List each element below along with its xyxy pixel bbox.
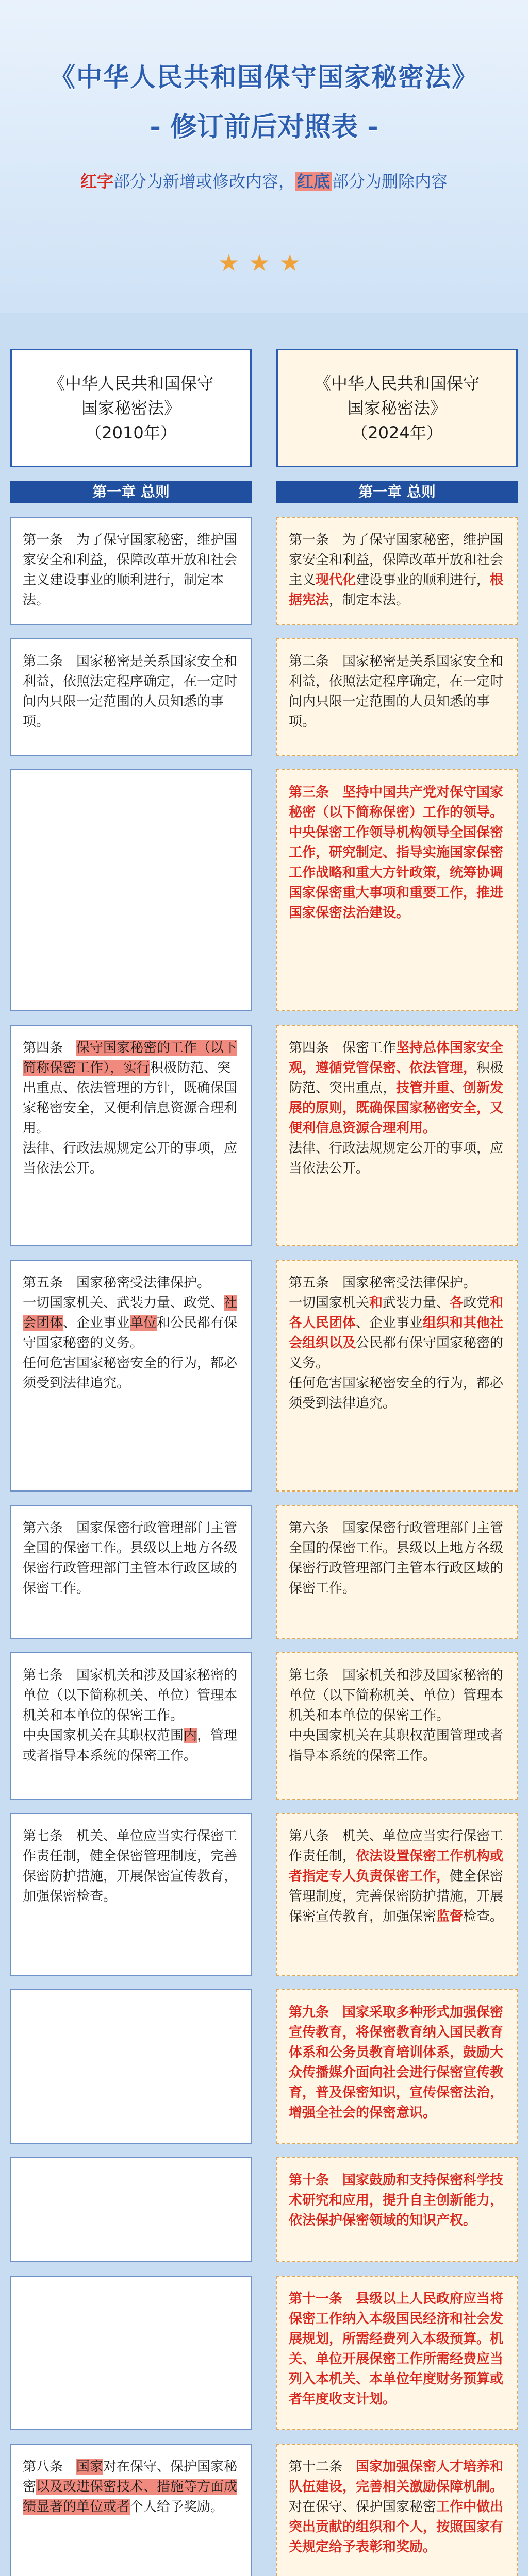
article-10-empty [10,2157,252,2262]
text: 任何危害国家秘密安全的行为，都必须受到法律追究。 [289,1376,504,1411]
comparison-table [0,313,528,2576]
text: 法律、行政法规规定公开的事项，应当依法公开。 [23,1141,238,1176]
header-line: 国家秘密法》 [81,398,180,418]
text: 第五条 国家秘密受法律保护。 [289,1275,477,1291]
deleted-text: 保守国家秘密的工作（以下简称保密工作），实行 [23,1040,238,1076]
text: 第四条 保密工作 [289,1040,397,1056]
header-line: 《中华人民共和国保守 [48,374,213,393]
text: 中央国家机关在其职权范围 [23,1728,184,1743]
article-1 [276,517,518,625]
inserted-text: 技管并重、创新发展的原则，既确保国家秘密安全，又便利信息资源合理利用。 [289,1080,504,1136]
inserted-text: 坚持总体国家安全观，遵循党管保密、依法管理， [289,1040,504,1076]
article-4 [10,1025,252,1246]
legend-red-label: 红字 [80,172,113,191]
article-3-empty [10,769,252,1011]
text: 健全保密管理制度，完善保密防护措施，开展保密宣传教育，加强保密 [289,1869,504,1924]
text: 和公民都有保守国家秘密的义务。 [23,1315,238,1351]
article-9-empty [10,1989,252,2144]
inserted-text: 根据宪法 [289,572,504,608]
article-2: 第二条 国家秘密是关系国家安全和利益，依照法定程序确定，在一定时间内只限一定范围的人员知悉的事项。 [276,638,518,756]
text: 第七条 国家机关和涉及国家秘密的单位（以下简称机关、单位）管理本机关和本单位的保密工作。 [23,1668,238,1723]
legend-redbg-label: 红底 [295,172,332,191]
header-line: 国家秘密法》 [347,398,447,418]
deleted-text: 社会团体 [23,1295,238,1331]
color-legend [21,168,507,192]
text: 检查。 [463,1909,504,1924]
article-8 [276,1813,518,1976]
inserted-text: 各 [450,1295,464,1311]
chapter-1-label: 第一章 总则 [10,481,252,503]
text: 第七条 国家机关和涉及国家秘密的单位（以下简称机关、单位）管理本机关和本单位的保密工作。 [289,1668,504,1723]
text: 第八条 机关、单位应当实行保密工作责任制， [289,1828,504,1864]
text: 对在保守、保护国家秘密 [289,2499,437,2515]
text: 第八条 [23,2459,77,2475]
article-6: 第六条 国家保密行政管理部门主管全国的保密工作。县级以上地方各级保密行政管理部门主管本行政区域的保密工作。 [10,1505,252,1639]
article-7 [276,1652,518,1800]
text: 中央国家机关在其职权范围 [289,1728,450,1743]
deleted-text: 国家 [76,2459,104,2475]
article-4 [276,1025,518,1246]
inserted-text: 监督 [436,1909,464,1924]
text: 一切国家机关 [289,1295,370,1311]
page-subtitle: - 修订前后对照表 - [150,112,378,143]
text: 、企业事业 [356,1315,423,1331]
inserted-text: 和 [369,1295,383,1311]
column-2010 [10,349,252,2576]
stars-decoration: ★★★ [218,249,310,277]
text: 建设事业的顺利进行， [356,572,490,588]
header-year: （2010年） [85,423,177,443]
text: 政党 [463,1295,490,1311]
text: 第四条 [23,1040,77,1056]
text: 第五条 国家秘密受法律保护。 [23,1275,211,1291]
inserted-text: 组织和其他社会组织以及 [289,1315,504,1351]
text: 第一条 为了保守国家秘密，维护国家安全和利益，保障改革开放和社会主义 [289,532,504,588]
article-9: 第九条 国家采取多种形式加强保密宣传教育，将保密教育纳入国民教育体系和公务员教育培训体系，鼓励大众传播媒介面向社会进行保密宣传教育，普及保密知识，宣传保密法治，增强全社会的保密意识。 [276,1989,518,2144]
article-5 [276,1260,518,1492]
article-3: 第三条 坚持中国共产党对保守国家秘密（以下简称保密）工作的领导。中央保密工作领导机构领导全国保密工作，研究制定、指导实施国家保密工作战略和重大方针政策，统筹协调国家保密重大事项和重要工作，推进国家保密法治建设。 [276,769,518,1011]
article-6: 第六条 国家保密行政管理部门主管全国的保密工作。县级以上地方各级保密行政管理部门主管本行政区域的保密工作。 [276,1505,518,1639]
article-7 [10,1652,252,1800]
inserted-text: 工作中做出突出贡献的组织和个人，按照国家有关规定给予表彰和奖励。 [289,2499,504,2555]
header-year: （2024年） [351,423,443,443]
legend-mid-text: 部分为新增或修改内容， [113,172,295,191]
text: 一切国家机关、武装力量、政党、 [23,1295,224,1311]
text: 任何危害国家秘密安全的行为，都必须受到法律追究。 [23,1355,238,1391]
legend-tail-text: 部分为删除内容 [332,172,448,191]
column-header-2010 [10,349,252,467]
article-12 [276,2444,518,2576]
article-1: 第一条 为了保守国家秘密，维护国家安全和利益，保障改革开放和社会主义建设事业的顺利进行，制定本法。 [10,517,252,625]
inserted-text: 依法设置保密工作机构或者指定专人负责保密工作， [289,1849,504,1884]
column-header-2024 [276,349,518,467]
text: 对在保守、保护国家秘密 [23,2459,238,2495]
article-12 [10,2444,252,2576]
chapter-1-label: 第一章 总则 [276,481,518,503]
article-10: 第十条 国家鼓励和支持保密科学技术研究和应用，提升自主创新能力，依法保护保密领域的知识产权。 [276,2157,518,2262]
column-2024 [276,349,518,2576]
text: ，管理或者指导本系统的保密工作。 [23,1728,238,1764]
header-banner [0,0,528,313]
text: 公民都有保守国家秘密的义务。 [289,1335,504,1371]
text: 武装力量、 [383,1295,450,1311]
page-title: 《中华人民共和国保守国家秘密法》 [50,62,478,92]
inserted-text: 国家加强保密人才培养和队伍建设，完善相关激励保障机制。 [289,2459,504,2495]
text: ，制定本法。 [329,592,410,608]
deleted-text: 单位 [130,1315,157,1331]
article-11-empty [10,2276,252,2430]
deleted-text: 以及改进保密技术、措施等方面成绩显著的单位或者 [23,2479,238,2515]
text: 法律、行政法规规定公开的事项，应当依法公开。 [289,1141,504,1176]
article-2: 第二条 国家秘密是关系国家安全和利益，依照法定程序确定，在一定时间内只限一定范围的人员知悉的事项。 [10,638,252,756]
text: 积极防范、突出重点， [289,1060,504,1096]
deleted-text: 内 [184,1728,197,1743]
article-8: 第七条 机关、单位应当实行保密工作责任制，健全保密管理制度，完善保密防护措施，开展保密宣传教育，加强保密检查。 [10,1813,252,1976]
header-line: 《中华人民共和国保守 [314,374,480,393]
text: 个人给予奖励。 [130,2499,224,2515]
text: 管理或者指导本系统的保密工作。 [289,1728,504,1764]
article-5 [10,1260,252,1492]
text: 第十二条 [289,2459,356,2475]
inserted-text: 现代化 [316,572,356,588]
text: 、企业事业 [63,1315,130,1331]
article-11: 第十一条 县级以上人民政府应当将保密工作纳入本级国民经济和社会发展规划，所需经费列入本级预算。机关、单位开展保密工作所需经费应当列入本机关、本单位年度财务预算或者年度收支计划。 [276,2276,518,2430]
inserted-text: 和各人民团体 [289,1295,504,1331]
text: 积极防范、突出重点、依法管理的方针，既确保国家秘密安全，又便利信息资源合理利用。 [23,1060,238,1136]
